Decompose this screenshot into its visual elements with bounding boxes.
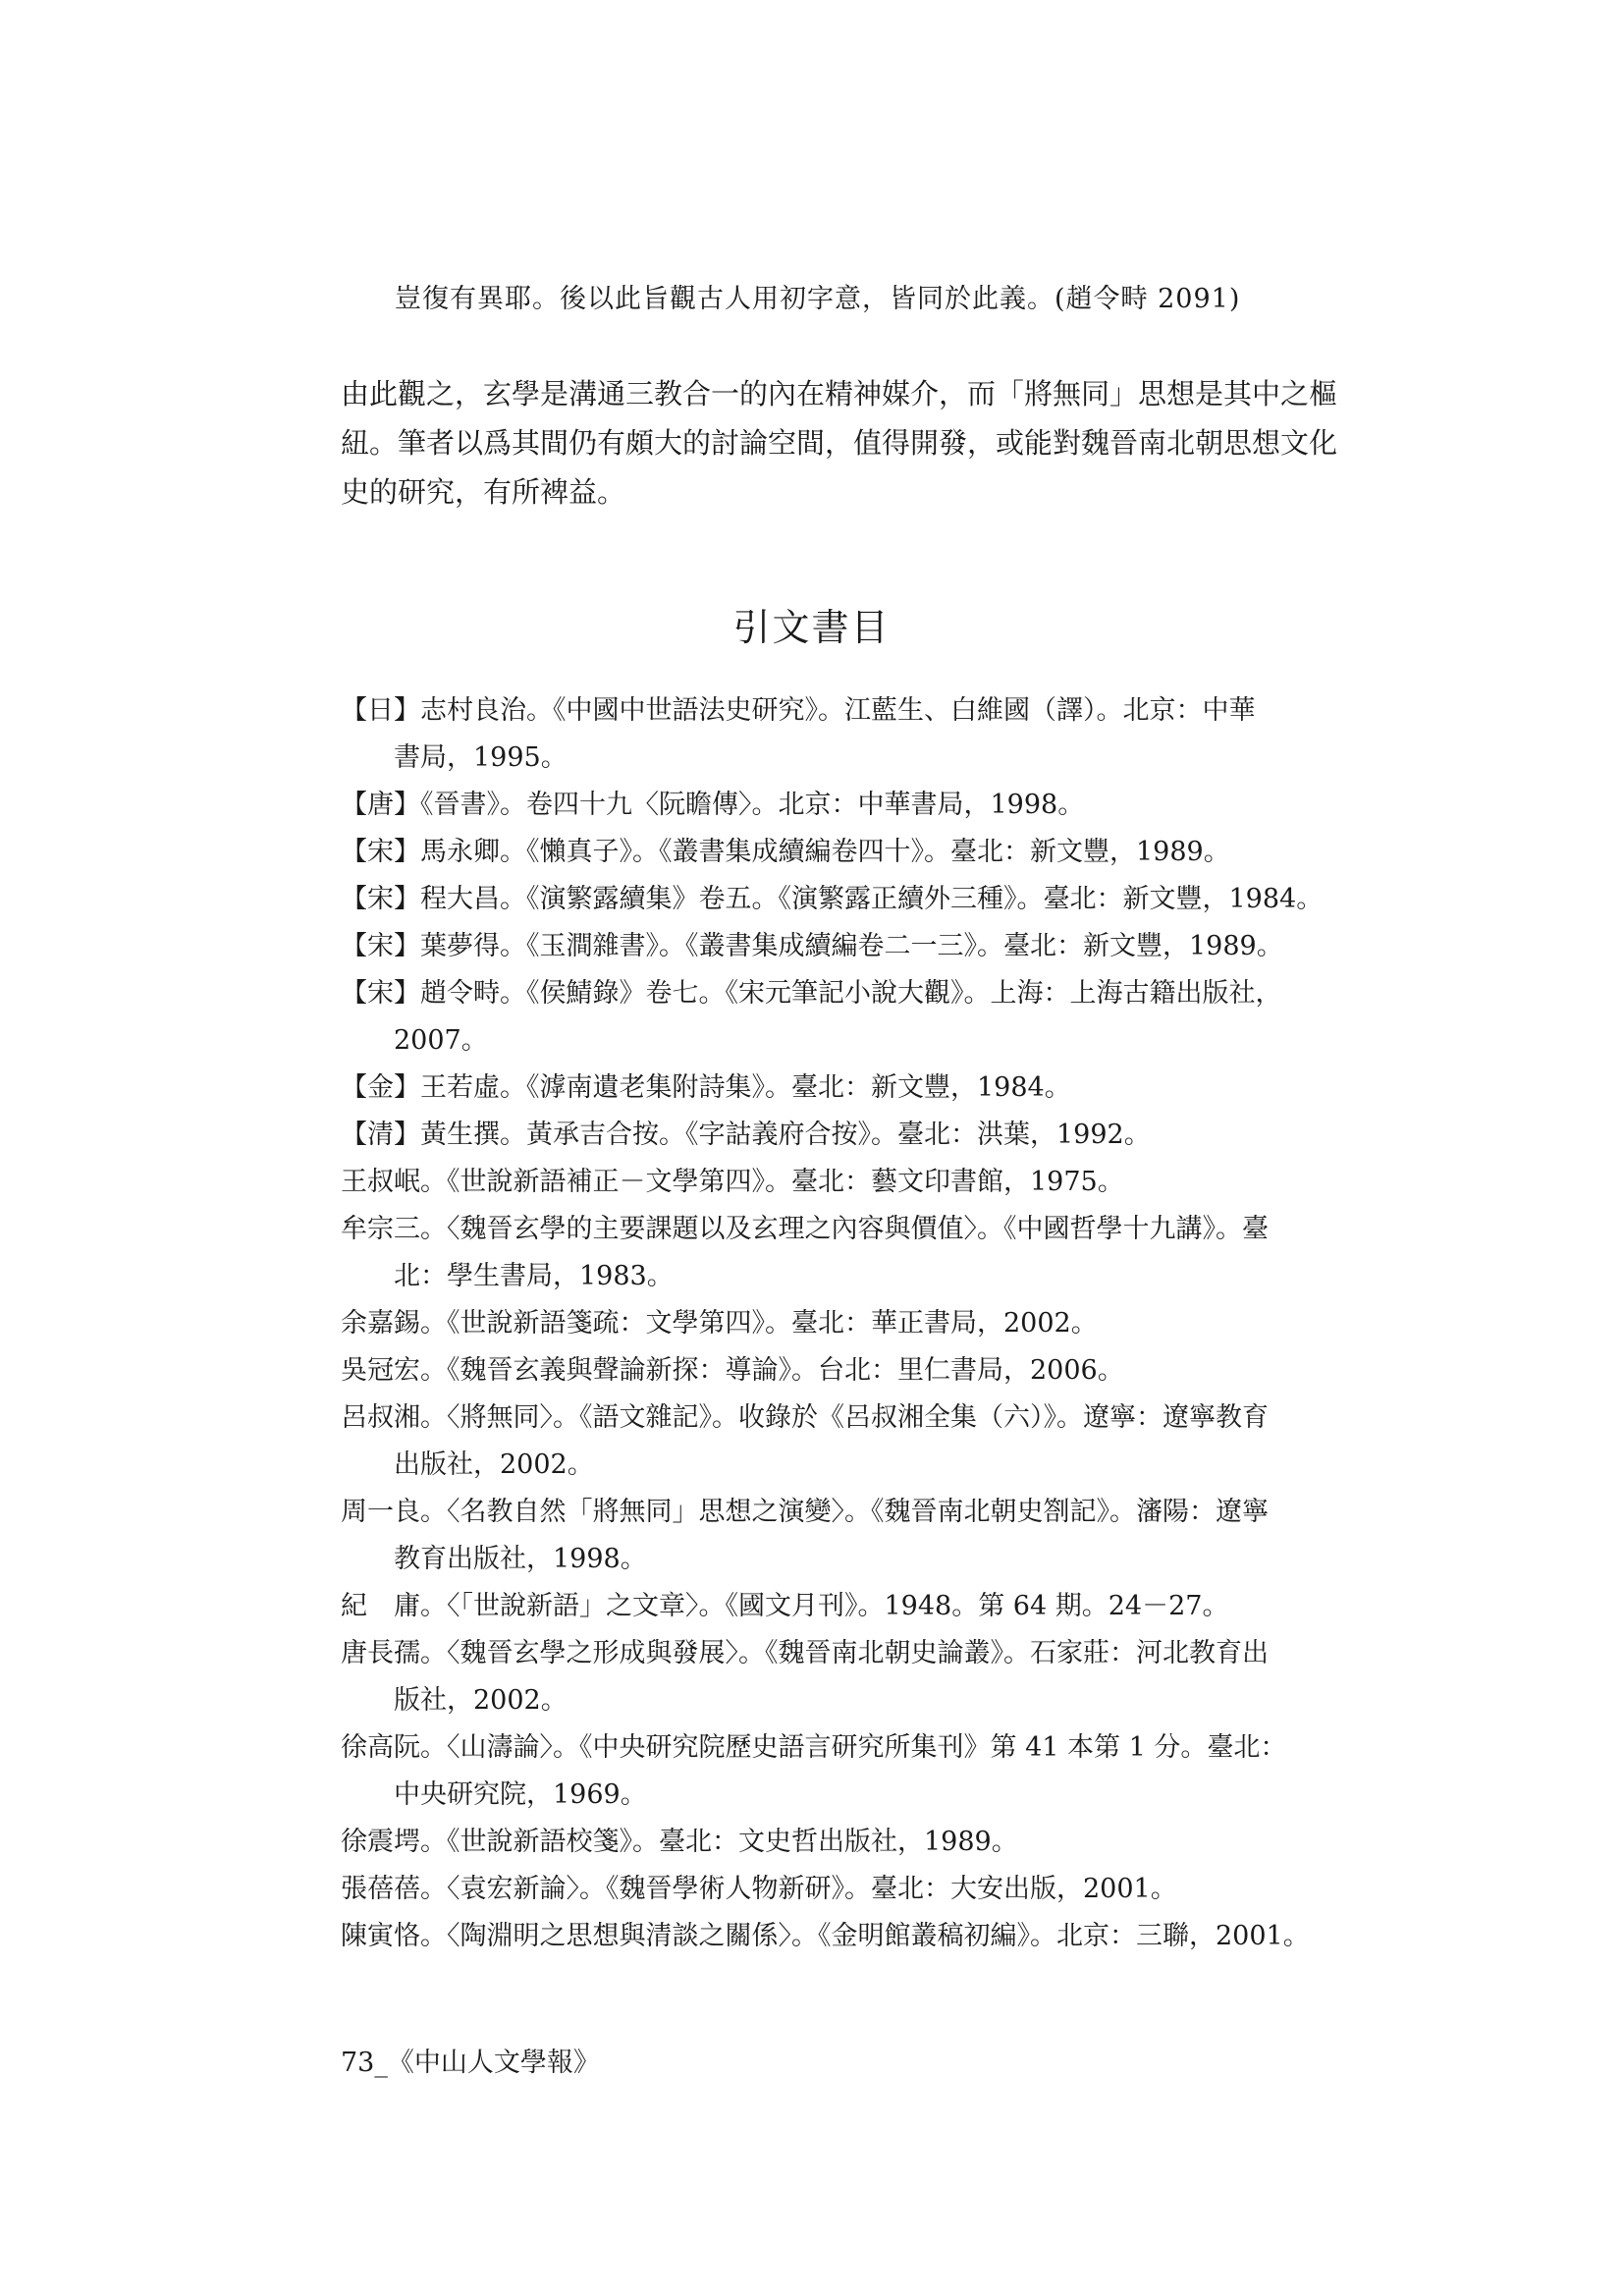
entry-line: 徐震堮。《世說新語校箋》。臺北：文史哲出版社，1989。 bbox=[341, 1827, 1018, 1857]
bibliography-entry bbox=[341, 1206, 1303, 1300]
bibliography-entry bbox=[341, 1300, 1303, 1347]
entry-line: 【宋】程大昌。《演繁露續集》卷五。《演繁露正續外三種》。臺北：新文豐，1984。 bbox=[341, 884, 1324, 914]
body-paragraph bbox=[341, 369, 1338, 517]
entry-line: 吳冠宏。《魏晉玄義與聲論新探：導論》。台北：里仁書局，2006。 bbox=[341, 1355, 1124, 1386]
bibliography-entry bbox=[341, 1065, 1303, 1112]
bibliography-entry bbox=[341, 1159, 1303, 1206]
entry-continuation: 出版社，2002。 bbox=[394, 1449, 594, 1480]
bibliography-entry bbox=[341, 876, 1324, 923]
bibliography-entry bbox=[341, 1489, 1303, 1583]
block-quote: 豈復有異耶。後以此旨觀古人用初字意，皆同於此義。(趙令畤 2091) bbox=[395, 284, 1241, 314]
bibliography-entry bbox=[341, 1347, 1303, 1394]
entry-line: 【宋】葉夢得。《玉澗雜書》。《叢書集成續編卷二一三》。臺北：新文豐，1989。 bbox=[341, 931, 1283, 961]
entry-line: 牟宗三。〈魏晉玄學的主要課題以及玄理之內容與價值〉。《中國哲學十九講》。臺 bbox=[341, 1214, 1269, 1244]
bibliography-entry bbox=[341, 829, 1303, 876]
bibliography-entry bbox=[341, 1866, 1303, 1913]
bibliography-entry bbox=[341, 782, 1303, 829]
entry-continuation: 版社，2002。 bbox=[394, 1685, 568, 1716]
entry-line: 呂叔湘。〈將無同〉。《語文雜記》。收錄於《呂叔湘全集（六）》。遼寧：遼寧教育 bbox=[341, 1402, 1269, 1433]
bibliography-entry bbox=[341, 1630, 1303, 1724]
section-heading: 引文書目 bbox=[732, 606, 891, 649]
entry-line: 【宋】馬永卿。《懶真子》。《叢書集成續編卷四十》。臺北：新文豐，1989。 bbox=[341, 837, 1230, 867]
bibliography-entry bbox=[341, 1583, 1303, 1630]
entry-line: 【日】志村良治。《中國中世語法史研究》。江藍生、白維國（譯）。北京：中華 bbox=[341, 695, 1256, 726]
bibliography-entry bbox=[341, 687, 1303, 782]
entry-line: 陳寅恪。〈陶淵明之思想與清談之關係〉。《金明館叢稿初編》。北京：三聯，2001。 bbox=[341, 1921, 1310, 1951]
bibliography-entry bbox=[341, 1394, 1303, 1489]
bibliography-entry bbox=[341, 1913, 1310, 1960]
bibliography-list bbox=[341, 687, 1324, 1960]
bibliography-entry bbox=[341, 1819, 1303, 1866]
entry-continuation: 教育出版社，1998。 bbox=[394, 1544, 647, 1574]
entry-line: 徐高阮。〈山濤論〉。《中央研究院歷史語言研究所集刊》第 41 本第 1 分。臺北： bbox=[341, 1732, 1287, 1763]
entry-continuation: 北：學生書局，1983。 bbox=[394, 1261, 674, 1291]
entry-line: 余嘉錫。《世說新語箋疏：文學第四》。臺北：華正書局，2002。 bbox=[341, 1308, 1098, 1339]
entry-line: 紀 庸。〈「世說新語」之文章〉。《國文月刊》。1948。第 64 期。24－27。 bbox=[341, 1591, 1229, 1621]
entry-continuation: 中央研究院，1969。 bbox=[394, 1779, 647, 1810]
entry-line: 張蓓蓓。〈袁宏新論〉。《魏晉學術人物新研》。臺北：大安出版，2001。 bbox=[341, 1874, 1177, 1904]
bibliography-entry bbox=[341, 1724, 1303, 1819]
page-footer: 73_《中山人文學報》 bbox=[341, 2048, 600, 2078]
bibliography-entry bbox=[341, 923, 1303, 970]
bibliography-entry bbox=[341, 1112, 1303, 1159]
entry-line: 周一良。〈名教自然「將無同」思想之演變〉。《魏晉南北朝史劄記》。瀋陽：遼寧 bbox=[341, 1497, 1269, 1527]
entry-line: 【金】王若虛。《滹南遺老集附詩集》。臺北：新文豐，1984。 bbox=[341, 1072, 1071, 1103]
entry-continuation: 2007。 bbox=[394, 1025, 488, 1056]
entry-line: 唐長孺。〈魏晉玄學之形成與發展〉。《魏晉南北朝史論叢》。石家莊：河北教育出 bbox=[341, 1638, 1269, 1668]
entry-line: 【宋】趙令畤。《侯鯖錄》卷七。《宋元筆記小說大觀》。上海：上海古籍出版社， bbox=[341, 978, 1282, 1009]
bibliography-entry bbox=[341, 970, 1303, 1065]
entry-line: 【清】黃生撰。黃承吉合按。《字詁義府合按》。臺北：洪葉，1992。 bbox=[341, 1120, 1151, 1150]
paragraph-line: 史的研究，有所裨益。 bbox=[341, 475, 626, 509]
entry-line: 【唐】《晉書》。卷四十九〈阮瞻傳〉。北京：中華書局，1998。 bbox=[341, 790, 1085, 820]
entry-line: 王叔岷。《世說新語補正－文學第四》。臺北：藝文印書館，1975。 bbox=[341, 1167, 1124, 1197]
paragraph-line: 紐。筆者以爲其間仍有頗大的討論空間，值得開發，或能對魏晉南北朝思想文化 bbox=[341, 426, 1338, 460]
paragraph-line: 由此觀之，玄學是溝通三教合一的內在精神媒介，而「將無同」思想是其中之樞 bbox=[341, 377, 1338, 410]
entry-continuation: 書局，1995。 bbox=[394, 742, 568, 773]
